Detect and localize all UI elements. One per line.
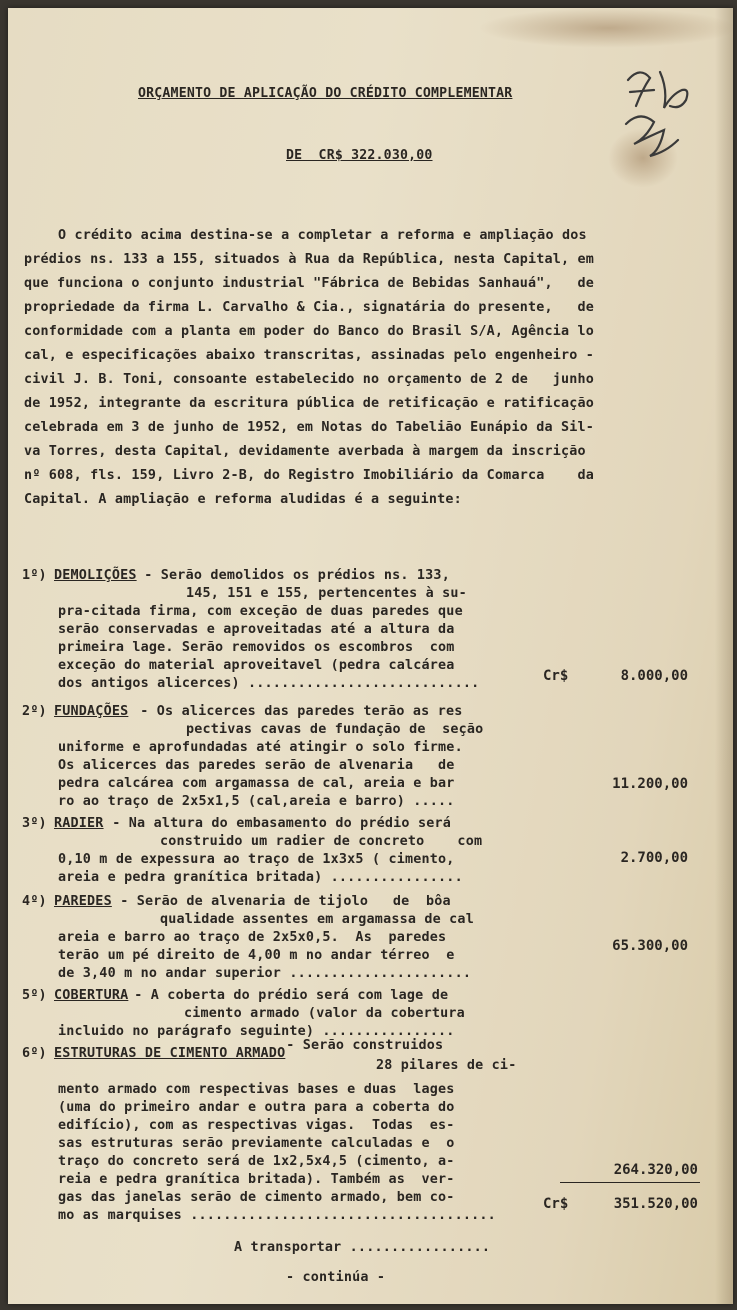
item-number: 6º) [22, 1046, 47, 1061]
item-line: areia e pedra granítica britada) ................ [58, 870, 463, 885]
item-line: - A coberta do prédio será com lage de [126, 988, 449, 1003]
intro-line: que funciona o conjunto industrial "Fábrica de Bebidas Sanhauá", de [24, 276, 595, 291]
total-rule [560, 1182, 700, 1183]
item-line: dos antigos alicerces) ............................ [58, 676, 480, 691]
item-heading: PAREDES [54, 894, 112, 909]
item-amount: 8.000,00 [620, 668, 688, 684]
carry-forward-line: A transportar ................. [234, 1240, 491, 1255]
item-number: 3º) [22, 816, 47, 831]
item-line: mento armado com respectivas bases e duas lages [58, 1082, 455, 1097]
item-line: primeira lage. Serão removidos os escombros com [58, 640, 455, 655]
item-amount: 2.700,00 [620, 850, 688, 866]
item-amount: 264.320,00 [613, 1162, 698, 1178]
intro-line: Capital. A ampliação e reforma aludidas é a seguinte: [24, 492, 462, 507]
item-heading: FUNDAÇÕES [54, 704, 129, 719]
document-subtitle-amount: DE CR$ 322.030,00 [286, 148, 433, 163]
item-amount: 11.200,00 [612, 776, 688, 792]
item-line: Os alicerces das paredes serão de alvenaria de [58, 758, 455, 773]
total-currency-label: Cr$ [543, 1196, 569, 1212]
item-line: reia e pedra granítica britada). Também as ver- [58, 1172, 455, 1187]
intro-line: va Torres, desta Capital, devidamente averbada à margem da inscrição [24, 444, 586, 459]
stain-mark [478, 8, 733, 48]
intro-line: cal, e especificações abaixo transcritas, assinadas pelo engenheiro - [24, 348, 595, 363]
item-line: ro ao traço de 2x5x1,5 (cal,areia e barro) ..... [58, 794, 455, 809]
intro-line: civil J. B. Toni, consoante estabelecido no orçamento de 2 de junho [24, 372, 595, 387]
item-line: exceção do material aproveitavel (pedra calcárea [58, 658, 455, 673]
continues-note: - continúa - [286, 1270, 386, 1285]
item-line: areia e barro ao traço de 2x5x0,5. As paredes [58, 930, 447, 945]
item-line: cimento armado (valor da cobertura [184, 1006, 465, 1021]
item-number: 2º) [22, 704, 47, 719]
intro-line: prédios ns. 133 a 155, situados à Rua da República, nesta Capital, em [24, 252, 595, 267]
item-heading: RADIER [54, 816, 104, 831]
item-line: - Na altura do embasamento do prédio será [104, 816, 451, 831]
document-page [8, 8, 733, 1304]
currency-label: Cr$ [543, 668, 569, 684]
handwritten-folio-mark [620, 60, 700, 170]
item-line: qualidade assentes em argamassa de cal [160, 912, 474, 927]
document-title: ORÇAMENTO DE APLICAÇÃO DO CRÉDITO COMPLEMENTAR [138, 86, 513, 101]
item-line: edifício), com as respectivas vigas. Todas es- [58, 1118, 455, 1133]
item-line: pra-citada firma, com exceção de duas paredes que [58, 604, 463, 619]
item-line: (uma do primeiro andar e outra para a coberta do [58, 1100, 455, 1115]
item-line: construido um radier de concreto com [160, 834, 483, 849]
item-line: gas das janelas serão de cimento armado, bem co- [58, 1190, 455, 1205]
item-amount: 65.300,00 [612, 938, 688, 954]
item-line: incluido no parágrafo seguinte) ................ [58, 1024, 455, 1039]
item-line: uniforme e aprofundadas até atingir o solo firme. [58, 740, 463, 755]
item-line: 28 pilares de ci- [376, 1058, 517, 1073]
item-line: pectivas cavas de fundação de seção [186, 722, 484, 737]
item-line: pedra calcárea com argamassa de cal, areia e bar [58, 776, 455, 791]
item-line: serão conservadas e aproveitadas até a altura da [58, 622, 455, 637]
item-number: 1º) [22, 568, 47, 583]
item-heading: COBERTURA [54, 988, 129, 1003]
item-line: - Serão construidos [278, 1038, 444, 1053]
item-line: mo as marquises ..................................... [58, 1208, 496, 1223]
item-line: sas estruturas serão previamente calculadas e o [58, 1136, 455, 1151]
intro-line: celebrada em 3 de junho de 1952, em Notas do Tabelião Eunápio da Sil- [24, 420, 595, 435]
item-line: - Os alicerces das paredes terão as res [132, 704, 463, 719]
item-line: 0,10 m de expessura ao traço de 1x3x5 ( cimento, [58, 852, 455, 867]
intro-line: nº 608, fls. 159, Livro 2-B, do Registro Imobiliário da Comarca da [24, 468, 595, 483]
item-heading: DEMOLIÇÕES [54, 568, 137, 583]
item-line: 145, 151 e 155, pertencentes à su- [186, 586, 467, 601]
intro-line: O crédito acima destina-se a completar a reforma e ampliação dos [58, 228, 587, 243]
item-line: - Serão demolidos os prédios ns. 133, [136, 568, 450, 583]
item-number: 4º) [22, 894, 47, 909]
item-heading: ESTRUTURAS DE CIMENTO ARMADO [54, 1046, 286, 1061]
intro-line: conformidade com a planta em poder do Banco do Brasil S/A, Agência lo [24, 324, 595, 339]
item-line: de 3,40 m no andar superior ...................... [58, 966, 472, 981]
intro-line: de 1952, integrante da escritura pública de retificação e ratificação [24, 396, 595, 411]
item-number: 5º) [22, 988, 47, 1003]
page-shadow-edge [715, 8, 733, 1304]
item-line: traço do concreto será de 1x2,5x4,5 (cimento, a- [58, 1154, 455, 1169]
total-amount: 351.520,00 [613, 1196, 698, 1212]
item-line: - Serão de alvenaria de tijolo de bôa [112, 894, 451, 909]
intro-line: propriedade da firma L. Carvalho & Cia., signatária do presente, de [24, 300, 595, 315]
item-line: terão um pé direito de 4,00 m no andar térreo e [58, 948, 455, 963]
